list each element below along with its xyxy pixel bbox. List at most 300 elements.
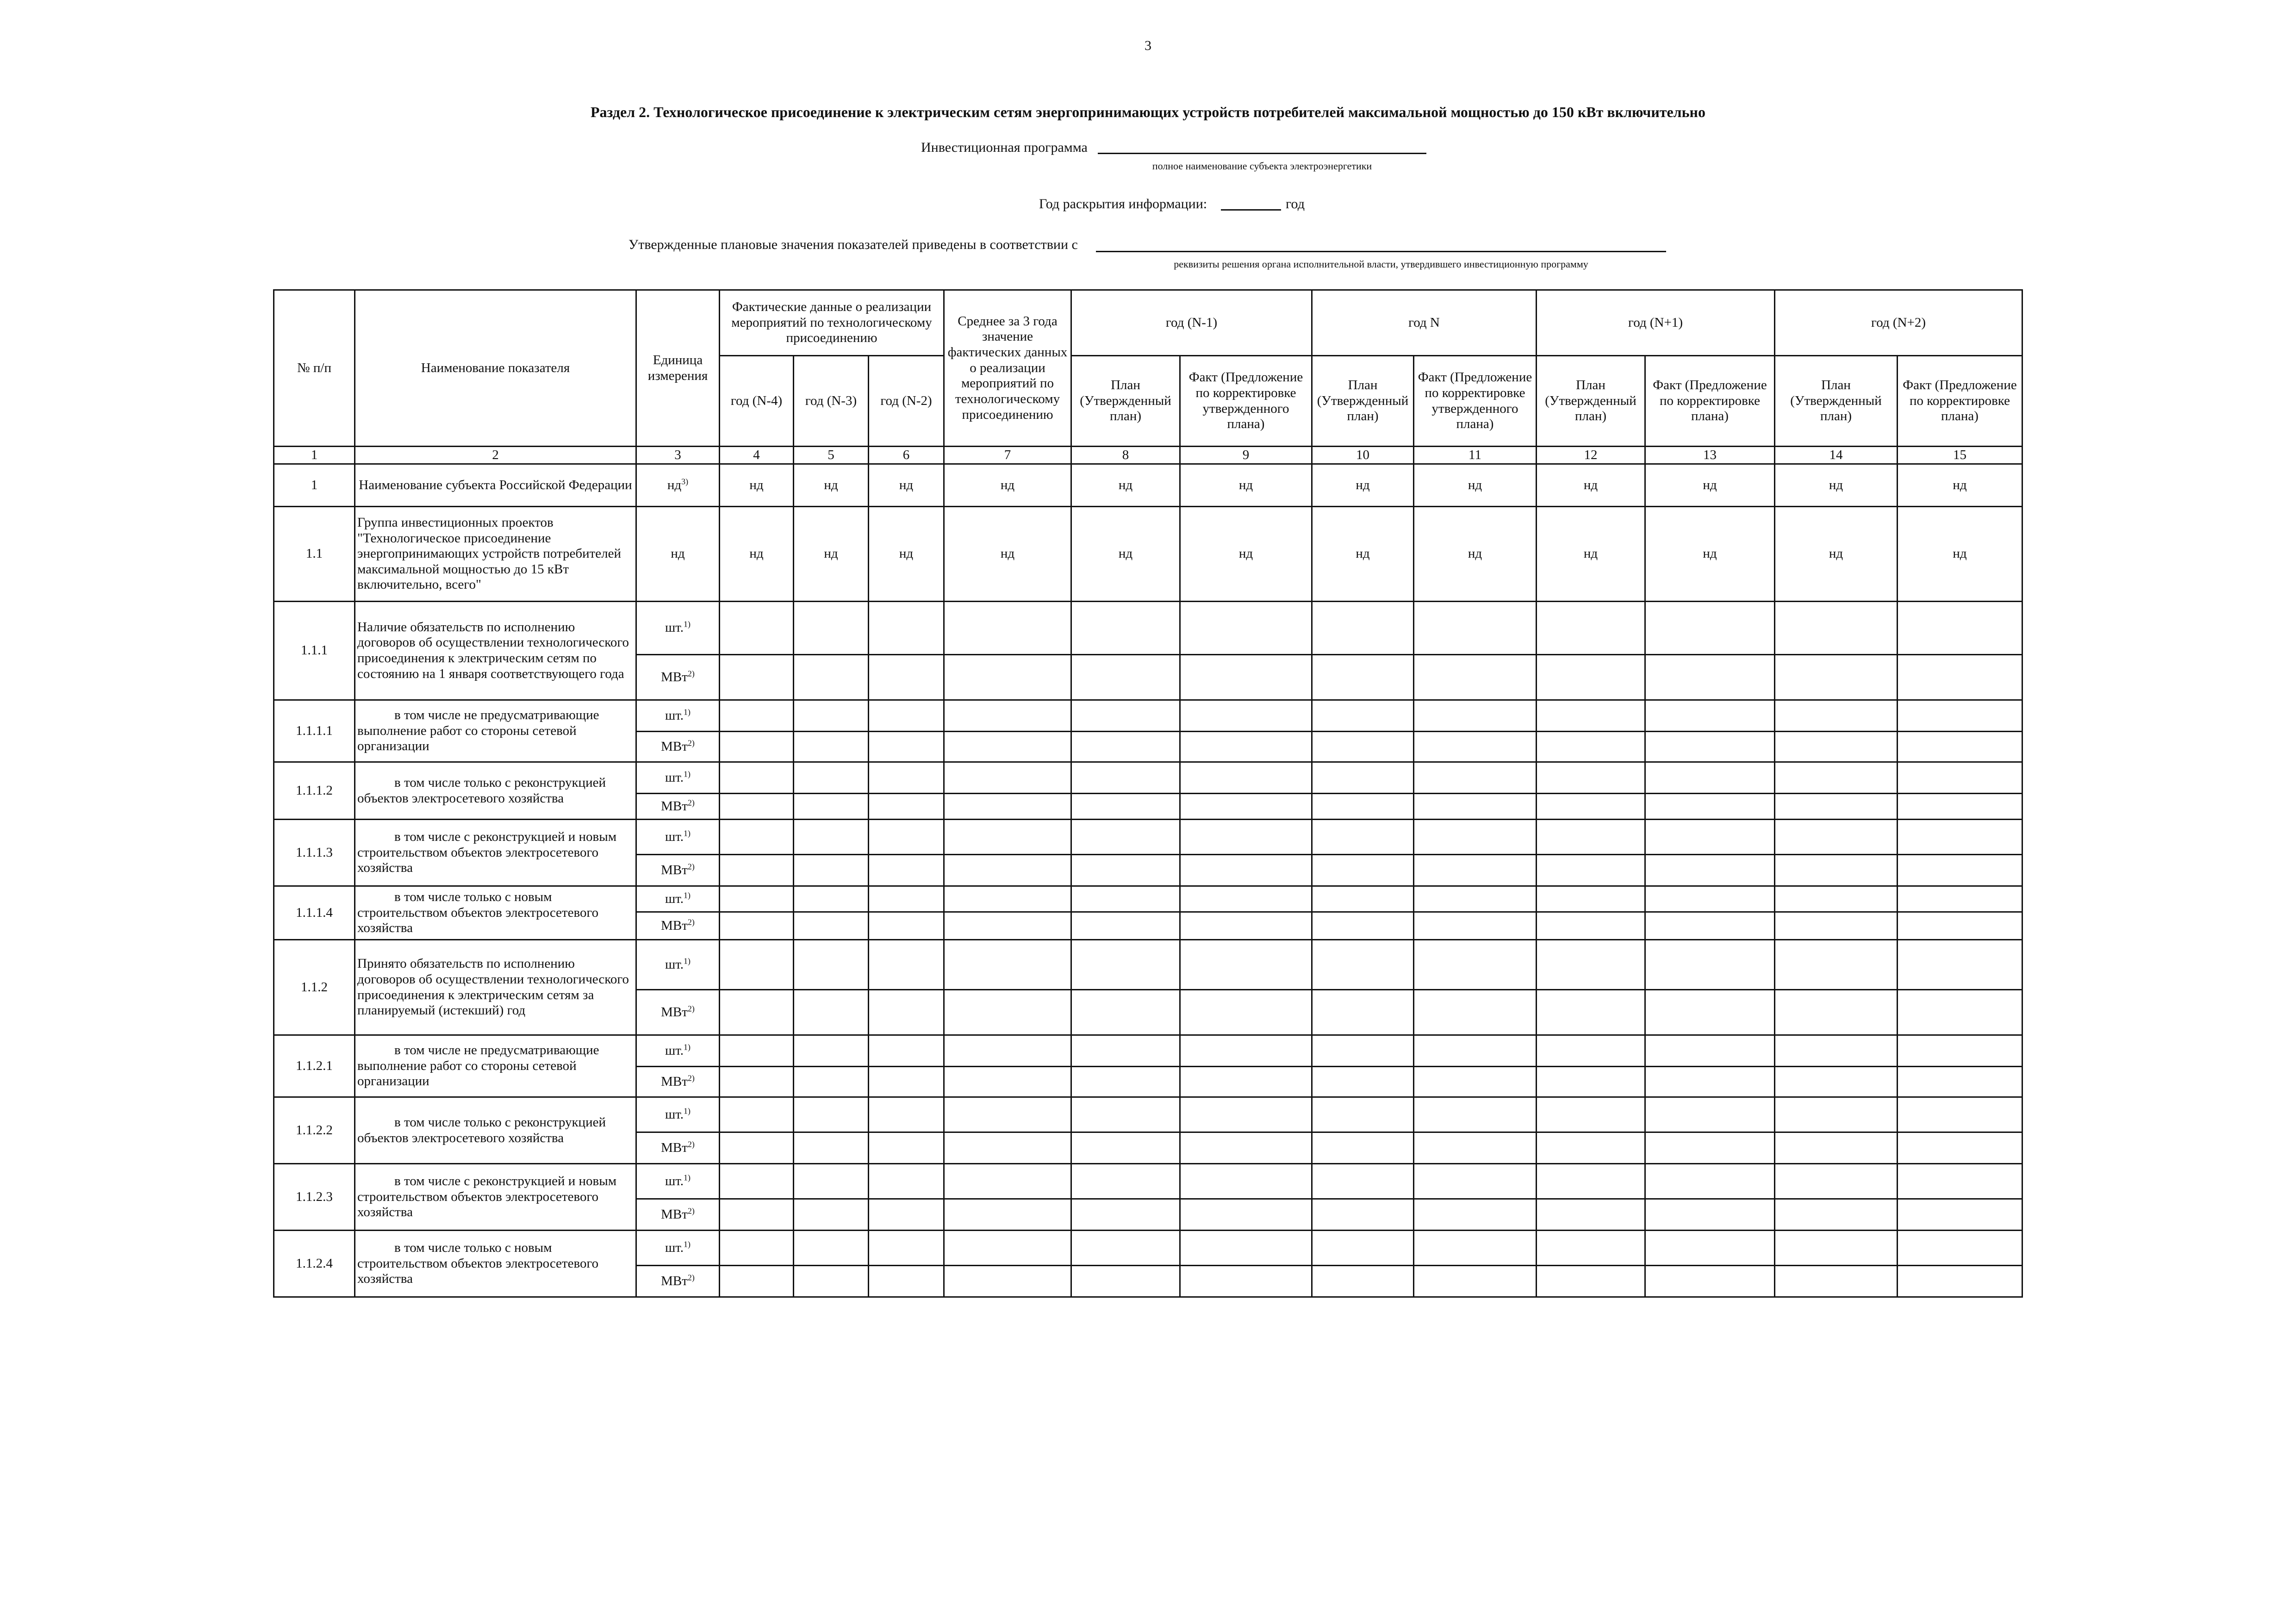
- value-cell[interactable]: [794, 1097, 869, 1132]
- value-cell[interactable]: [1180, 1231, 1312, 1266]
- value-cell[interactable]: [1898, 762, 2022, 794]
- value-cell[interactable]: [1645, 762, 1775, 794]
- column-number: 12: [1537, 447, 1645, 464]
- value-cell[interactable]: [794, 1199, 869, 1231]
- value-cell[interactable]: [1537, 700, 1645, 732]
- value-cell[interactable]: [869, 1266, 944, 1297]
- unit-pcs: шт.: [665, 1173, 684, 1188]
- value-cell[interactable]: [1414, 1266, 1537, 1297]
- value-cell[interactable]: [1645, 700, 1775, 732]
- value-cell[interactable]: [1312, 732, 1414, 762]
- value-cell[interactable]: [720, 886, 794, 912]
- value-cell[interactable]: [944, 912, 1071, 940]
- value-cell[interactable]: [869, 1199, 944, 1231]
- value-cell[interactable]: [944, 990, 1071, 1035]
- value-cell[interactable]: [944, 794, 1071, 820]
- value-cell[interactable]: [794, 1132, 869, 1164]
- value-cell[interactable]: [1537, 912, 1645, 940]
- value-cell[interactable]: [1414, 1097, 1537, 1132]
- value-cell[interactable]: [869, 700, 944, 732]
- table-row: [274, 464, 2022, 507]
- column-number: 14: [1775, 447, 1898, 464]
- value-cell[interactable]: [944, 820, 1071, 855]
- value-cell[interactable]: [794, 655, 869, 700]
- value-cell[interactable]: [1071, 732, 1180, 762]
- value-cell[interactable]: [869, 732, 944, 762]
- value-cell[interactable]: [794, 855, 869, 886]
- value-cell[interactable]: [720, 940, 794, 990]
- value-cell[interactable]: нд: [1071, 464, 1180, 507]
- value-cell[interactable]: нд: [944, 507, 1071, 602]
- value-cell[interactable]: [869, 1164, 944, 1199]
- value-cell[interactable]: [869, 1097, 944, 1132]
- value-cell[interactable]: [1071, 1067, 1180, 1097]
- value-cell[interactable]: нд: [869, 507, 944, 602]
- indicator-name-rest: строительством объектов электросетевого хозяйства: [357, 845, 599, 876]
- value-cell[interactable]: [794, 1231, 869, 1266]
- value-cell[interactable]: [1775, 762, 1898, 794]
- value-cell[interactable]: [869, 1067, 944, 1097]
- value-cell[interactable]: [1898, 1199, 2022, 1231]
- value-cell[interactable]: [1414, 1035, 1537, 1067]
- value-cell[interactable]: [869, 940, 944, 990]
- value-cell[interactable]: [720, 732, 794, 762]
- value-cell[interactable]: [1645, 1199, 1775, 1231]
- value-cell[interactable]: [1645, 820, 1775, 855]
- value-cell[interactable]: [1898, 1067, 2022, 1097]
- value-cell[interactable]: [1071, 990, 1180, 1035]
- value-cell[interactable]: нд: [1312, 507, 1414, 602]
- value-cell[interactable]: нд: [1775, 464, 1898, 507]
- value-cell[interactable]: [1898, 655, 2022, 700]
- value-cell[interactable]: [1071, 1231, 1180, 1266]
- value-cell[interactable]: [1414, 1199, 1537, 1231]
- unit-mw: МВт: [661, 918, 688, 933]
- value-cell[interactable]: [1898, 855, 2022, 886]
- value-cell[interactable]: [1312, 1164, 1414, 1199]
- value-cell[interactable]: [1898, 602, 2022, 655]
- value-cell[interactable]: [794, 1067, 869, 1097]
- value-cell[interactable]: [869, 1132, 944, 1164]
- value-cell[interactable]: [1414, 700, 1537, 732]
- value-cell[interactable]: [794, 602, 869, 655]
- value-cell[interactable]: [1537, 940, 1645, 990]
- value-cell[interactable]: [869, 1231, 944, 1266]
- value-cell[interactable]: [1537, 602, 1645, 655]
- value-cell[interactable]: [1898, 1132, 2022, 1164]
- value-cell[interactable]: [1898, 794, 2022, 820]
- value-cell[interactable]: [720, 1199, 794, 1231]
- value-cell[interactable]: [1537, 762, 1645, 794]
- value-cell[interactable]: [1071, 700, 1180, 732]
- value-cell[interactable]: [720, 990, 794, 1035]
- value-cell[interactable]: нд: [794, 507, 869, 602]
- value-cell[interactable]: [1180, 820, 1312, 855]
- header-fact: Факт (Предложение по корректировке плана): [1645, 356, 1775, 447]
- value-cell[interactable]: [720, 1132, 794, 1164]
- value-cell[interactable]: [944, 1132, 1071, 1164]
- value-cell[interactable]: [1312, 762, 1414, 794]
- value-cell[interactable]: [1180, 990, 1312, 1035]
- value-cell[interactable]: [1775, 655, 1898, 700]
- value-cell[interactable]: [1775, 1132, 1898, 1164]
- footnote-mark: 1): [684, 1173, 691, 1182]
- value-cell[interactable]: [1645, 1132, 1775, 1164]
- value-cell[interactable]: [1537, 794, 1645, 820]
- table-row: [274, 602, 2022, 655]
- value-cell[interactable]: [1414, 855, 1537, 886]
- value-cell[interactable]: [944, 700, 1071, 732]
- value-cell[interactable]: [1898, 820, 2022, 855]
- value-cell[interactable]: [1414, 1067, 1537, 1097]
- value-cell[interactable]: [1414, 732, 1537, 762]
- indicator-name-rest: объектов электросетевого хозяйства: [357, 790, 564, 806]
- value-cell[interactable]: [1537, 1231, 1645, 1266]
- value-cell[interactable]: [1537, 886, 1645, 912]
- value-cell[interactable]: [1180, 1164, 1312, 1199]
- value-cell[interactable]: [869, 794, 944, 820]
- value-cell[interactable]: [869, 855, 944, 886]
- row-number: 1.1: [274, 507, 355, 602]
- value-cell[interactable]: нд: [720, 507, 794, 602]
- value-cell[interactable]: [1898, 700, 2022, 732]
- unit-cell: [636, 762, 720, 794]
- value-cell[interactable]: [944, 655, 1071, 700]
- value-cell[interactable]: [869, 820, 944, 855]
- value-cell[interactable]: [720, 655, 794, 700]
- value-cell[interactable]: [720, 602, 794, 655]
- value-cell[interactable]: нд: [869, 464, 944, 507]
- header-year-n2: год (N-2): [869, 356, 944, 447]
- disclosure-year-field[interactable]: [1221, 209, 1281, 211]
- value-cell[interactable]: [1180, 602, 1312, 655]
- value-cell[interactable]: [1537, 1097, 1645, 1132]
- value-cell[interactable]: [1414, 912, 1537, 940]
- value-cell[interactable]: [1414, 820, 1537, 855]
- value-cell[interactable]: [1645, 990, 1775, 1035]
- value-cell[interactable]: [944, 1164, 1071, 1199]
- value-cell[interactable]: [1071, 886, 1180, 912]
- value-cell[interactable]: [944, 886, 1071, 912]
- value-cell[interactable]: [1775, 732, 1898, 762]
- value-cell[interactable]: нд: [1180, 507, 1312, 602]
- value-cell[interactable]: [869, 602, 944, 655]
- value-cell[interactable]: [1312, 940, 1414, 990]
- approved-values-field[interactable]: [1096, 251, 1666, 252]
- value-cell[interactable]: [1312, 655, 1414, 700]
- value-cell[interactable]: [1312, 700, 1414, 732]
- value-cell[interactable]: [1180, 732, 1312, 762]
- value-cell[interactable]: [720, 855, 794, 886]
- value-cell[interactable]: [794, 794, 869, 820]
- value-cell[interactable]: нд: [794, 464, 869, 507]
- value-cell[interactable]: нд: [1645, 464, 1775, 507]
- value-cell[interactable]: [1775, 1164, 1898, 1199]
- value-cell[interactable]: [1775, 912, 1898, 940]
- value-cell[interactable]: [1645, 1266, 1775, 1297]
- value-cell[interactable]: [944, 940, 1071, 990]
- value-cell[interactable]: [1071, 940, 1180, 990]
- value-cell[interactable]: [1645, 1097, 1775, 1132]
- value-cell[interactable]: [1537, 990, 1645, 1035]
- value-cell[interactable]: [1898, 1097, 2022, 1132]
- value-cell[interactable]: [1537, 1132, 1645, 1164]
- value-cell[interactable]: [1645, 1164, 1775, 1199]
- value-cell[interactable]: [794, 886, 869, 912]
- value-cell[interactable]: [1898, 732, 2022, 762]
- value-cell[interactable]: нд: [1071, 507, 1180, 602]
- value-cell[interactable]: [1775, 1035, 1898, 1067]
- value-cell[interactable]: нд: [1775, 507, 1898, 602]
- value-cell[interactable]: [1775, 820, 1898, 855]
- value-cell[interactable]: [1071, 602, 1180, 655]
- value-cell[interactable]: [1775, 1199, 1898, 1231]
- value-cell[interactable]: нд: [1414, 464, 1537, 507]
- value-cell[interactable]: нд: [1898, 507, 2022, 602]
- value-cell[interactable]: [1537, 1035, 1645, 1067]
- value-cell[interactable]: [1071, 1199, 1180, 1231]
- value-cell[interactable]: [1537, 1067, 1645, 1097]
- value-cell[interactable]: [1180, 1266, 1312, 1297]
- value-cell[interactable]: [794, 732, 869, 762]
- value-cell[interactable]: [1180, 855, 1312, 886]
- unit-mw: МВт: [661, 1004, 688, 1020]
- value-cell[interactable]: [720, 1266, 794, 1297]
- value-cell[interactable]: [944, 1035, 1071, 1067]
- value-cell[interactable]: [1312, 1035, 1414, 1067]
- value-cell[interactable]: [1071, 820, 1180, 855]
- value-cell[interactable]: [1071, 1164, 1180, 1199]
- value-cell[interactable]: нд: [1537, 464, 1645, 507]
- invest-program-field[interactable]: [1098, 153, 1426, 154]
- value-cell[interactable]: [1180, 940, 1312, 990]
- value-cell[interactable]: [1898, 1164, 2022, 1199]
- value-cell[interactable]: [1898, 1266, 2022, 1297]
- value-cell[interactable]: [1645, 912, 1775, 940]
- value-cell[interactable]: нд: [720, 464, 794, 507]
- value-cell[interactable]: [1071, 1035, 1180, 1067]
- value-cell[interactable]: [1414, 1231, 1537, 1266]
- value-cell[interactable]: [1180, 912, 1312, 940]
- value-cell[interactable]: [1414, 762, 1537, 794]
- value-cell[interactable]: [869, 1035, 944, 1067]
- value-cell[interactable]: [1537, 655, 1645, 700]
- value-cell[interactable]: [1312, 886, 1414, 912]
- value-cell[interactable]: [944, 1067, 1071, 1097]
- value-cell[interactable]: [1312, 1266, 1414, 1297]
- value-cell[interactable]: [720, 1035, 794, 1067]
- footnote-mark: 2): [687, 1273, 695, 1282]
- indicator-name: [355, 886, 636, 940]
- value-cell[interactable]: нд: [1645, 507, 1775, 602]
- value-cell[interactable]: [794, 700, 869, 732]
- value-cell[interactable]: [944, 1266, 1071, 1297]
- value-cell[interactable]: [1180, 762, 1312, 794]
- value-cell[interactable]: [1071, 655, 1180, 700]
- value-cell[interactable]: нд: [1898, 464, 2022, 507]
- value-cell[interactable]: [1312, 912, 1414, 940]
- value-cell[interactable]: [1898, 1231, 2022, 1266]
- value-cell[interactable]: [1775, 1067, 1898, 1097]
- indicator-name-lead: в том числе только с новым: [394, 889, 552, 905]
- footnote-mark: 2): [687, 862, 695, 871]
- value-cell[interactable]: [1898, 1035, 2022, 1067]
- value-cell[interactable]: [869, 912, 944, 940]
- value-cell[interactable]: [1775, 855, 1898, 886]
- value-cell[interactable]: [794, 820, 869, 855]
- value-cell[interactable]: [1312, 1132, 1414, 1164]
- value-cell[interactable]: [1537, 1164, 1645, 1199]
- value-cell[interactable]: [1071, 855, 1180, 886]
- value-cell[interactable]: [1312, 1097, 1414, 1132]
- value-cell[interactable]: [1898, 990, 2022, 1035]
- value-cell[interactable]: [1312, 1067, 1414, 1097]
- header-num: № п/п: [274, 290, 355, 447]
- value-cell[interactable]: [794, 762, 869, 794]
- value-cell[interactable]: [720, 912, 794, 940]
- value-cell[interactable]: [1645, 1067, 1775, 1097]
- value-cell[interactable]: [1775, 940, 1898, 990]
- value-cell[interactable]: [944, 1097, 1071, 1132]
- value-cell[interactable]: [1645, 1231, 1775, 1266]
- value-cell[interactable]: [720, 1231, 794, 1266]
- value-cell[interactable]: [1071, 794, 1180, 820]
- value-cell[interactable]: нд: [1312, 464, 1414, 507]
- disclosure-year-suffix: год: [1286, 196, 1305, 211]
- row-number: 1.1.1.1: [274, 700, 355, 762]
- value-cell[interactable]: [720, 1164, 794, 1199]
- value-cell[interactable]: [1898, 912, 2022, 940]
- value-cell[interactable]: [1071, 1266, 1180, 1297]
- value-cell[interactable]: [794, 1266, 869, 1297]
- value-cell[interactable]: [720, 762, 794, 794]
- value-cell[interactable]: [1180, 1097, 1312, 1132]
- value-cell[interactable]: [1312, 1231, 1414, 1266]
- column-number: 8: [1071, 447, 1180, 464]
- value-cell[interactable]: [1180, 1035, 1312, 1067]
- value-cell[interactable]: [1180, 1199, 1312, 1231]
- value-cell[interactable]: [1537, 1266, 1645, 1297]
- value-cell[interactable]: [1645, 855, 1775, 886]
- value-cell[interactable]: [869, 990, 944, 1035]
- unit-mw: МВт: [661, 1273, 688, 1288]
- value-cell[interactable]: [720, 794, 794, 820]
- value-cell[interactable]: [1071, 762, 1180, 794]
- value-cell[interactable]: [1312, 1199, 1414, 1231]
- value-cell[interactable]: [1180, 886, 1312, 912]
- value-cell[interactable]: [944, 1231, 1071, 1266]
- value-cell[interactable]: [1645, 886, 1775, 912]
- value-cell[interactable]: [1775, 1266, 1898, 1297]
- value-cell[interactable]: [1645, 940, 1775, 990]
- value-cell[interactable]: [794, 990, 869, 1035]
- value-cell[interactable]: [944, 855, 1071, 886]
- unit-cell: [636, 990, 720, 1035]
- value-cell[interactable]: [1414, 794, 1537, 820]
- value-cell[interactable]: [794, 912, 869, 940]
- header-year-n-plus-2: год (N+2): [1775, 290, 2022, 356]
- value-cell[interactable]: [944, 602, 1071, 655]
- value-cell[interactable]: [944, 732, 1071, 762]
- value-cell[interactable]: [1071, 912, 1180, 940]
- value-cell[interactable]: нд: [944, 464, 1071, 507]
- value-cell[interactable]: [1414, 940, 1537, 990]
- value-cell[interactable]: [1775, 1097, 1898, 1132]
- value-cell[interactable]: [1537, 855, 1645, 886]
- value-cell[interactable]: [720, 820, 794, 855]
- value-cell[interactable]: [794, 940, 869, 990]
- row-number: 1.1.1.4: [274, 886, 355, 940]
- value-cell[interactable]: [1645, 1035, 1775, 1067]
- value-cell[interactable]: [794, 1035, 869, 1067]
- value-cell[interactable]: [1312, 855, 1414, 886]
- value-cell[interactable]: [1775, 602, 1898, 655]
- value-cell[interactable]: [1312, 794, 1414, 820]
- value-cell[interactable]: [1537, 1199, 1645, 1231]
- value-cell[interactable]: [1775, 886, 1898, 912]
- value-cell[interactable]: [1414, 886, 1537, 912]
- value-cell[interactable]: [720, 1097, 794, 1132]
- indicator-name-rest: строительством объектов электросетевого хозяйства: [357, 905, 599, 936]
- value-cell[interactable]: [1414, 602, 1537, 655]
- value-cell[interactable]: [1414, 1164, 1537, 1199]
- value-cell[interactable]: [1775, 794, 1898, 820]
- value-cell[interactable]: [1414, 1132, 1537, 1164]
- value-cell[interactable]: [1180, 1132, 1312, 1164]
- value-cell[interactable]: [1312, 990, 1414, 1035]
- value-cell[interactable]: [869, 886, 944, 912]
- value-cell[interactable]: [1898, 886, 2022, 912]
- value-cell[interactable]: нд: [1537, 507, 1645, 602]
- value-cell[interactable]: [1645, 732, 1775, 762]
- value-cell[interactable]: [1775, 1231, 1898, 1266]
- value-cell[interactable]: [1071, 1132, 1180, 1164]
- indicator-name: Принято обязательств по исполнению договоров об осуществлении технологического присоединения к электрическим сетям за планируемый (истекший) год: [355, 940, 636, 1035]
- value-cell[interactable]: [1180, 794, 1312, 820]
- value-cell[interactable]: [869, 655, 944, 700]
- value-cell[interactable]: нд: [1180, 464, 1312, 507]
- value-cell[interactable]: [1645, 794, 1775, 820]
- value-cell[interactable]: [1537, 732, 1645, 762]
- header-plan: План (Утвержденный план): [1775, 356, 1898, 447]
- value-cell[interactable]: нд: [1414, 507, 1537, 602]
- value-cell[interactable]: [1312, 602, 1414, 655]
- value-cell[interactable]: [1414, 655, 1537, 700]
- value-cell[interactable]: [944, 1199, 1071, 1231]
- value-cell[interactable]: [1312, 820, 1414, 855]
- value-cell[interactable]: [1414, 990, 1537, 1035]
- indicator-name-lead: в том числе только с реконструкцией: [394, 775, 606, 790]
- value-cell[interactable]: [1180, 1067, 1312, 1097]
- value-cell[interactable]: [720, 700, 794, 732]
- value-cell[interactable]: [1775, 700, 1898, 732]
- value-cell[interactable]: [1537, 820, 1645, 855]
- value-cell[interactable]: [1645, 655, 1775, 700]
- value-cell[interactable]: [1071, 1097, 1180, 1132]
- value-cell[interactable]: [794, 1164, 869, 1199]
- indicator-name-lead: в том числе не предусматривающие: [394, 1043, 599, 1058]
- value-cell[interactable]: [1180, 655, 1312, 700]
- value-cell[interactable]: [1180, 700, 1312, 732]
- value-cell[interactable]: [1775, 990, 1898, 1035]
- value-cell[interactable]: [869, 762, 944, 794]
- footnote-mark: 1): [684, 1239, 691, 1249]
- value-cell[interactable]: [720, 1067, 794, 1097]
- value-cell[interactable]: [944, 762, 1071, 794]
- value-cell[interactable]: [1645, 602, 1775, 655]
- unit-pcs: шт.: [665, 1043, 684, 1058]
- value-cell[interactable]: [1898, 940, 2022, 990]
